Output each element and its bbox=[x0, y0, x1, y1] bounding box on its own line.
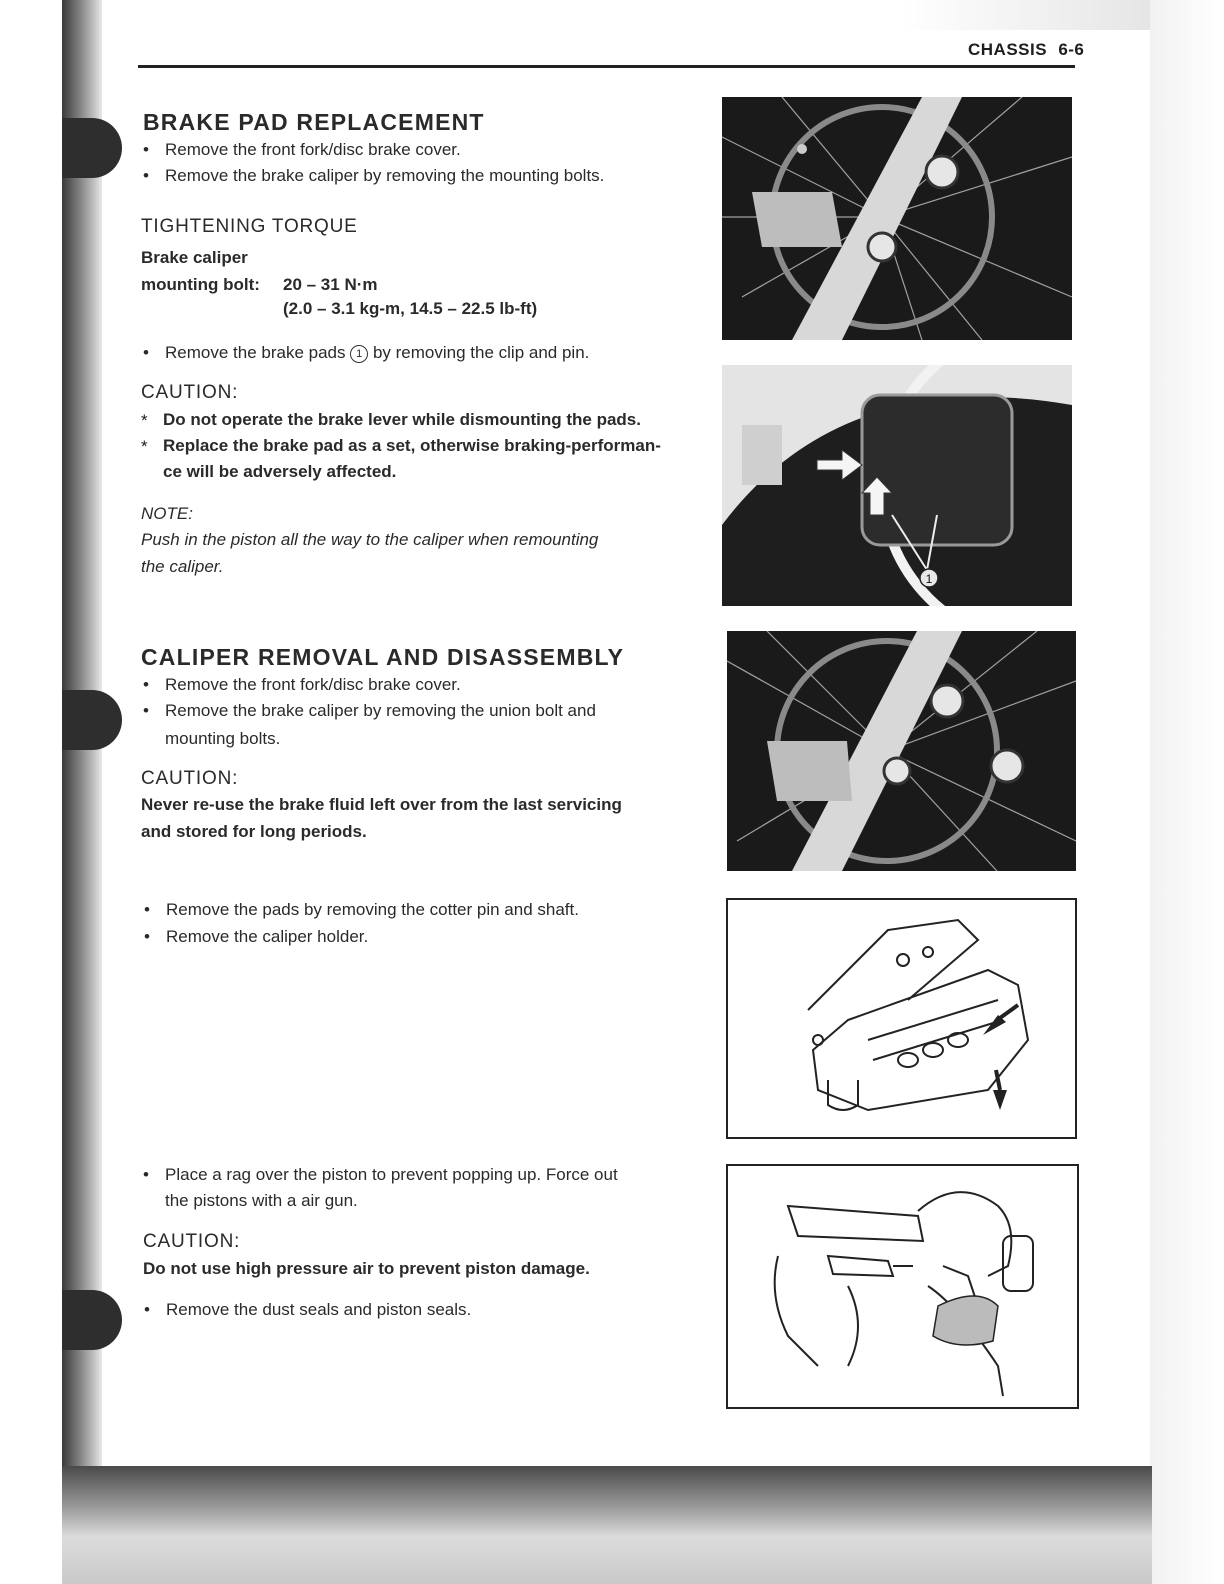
photo-caliper-union-bolt bbox=[727, 631, 1076, 871]
caution-title: CAUTION: bbox=[141, 382, 239, 403]
binder-hole bbox=[62, 690, 122, 750]
list-item: • Remove the brake caliper by removing the union bolt and bbox=[165, 701, 596, 721]
torque-item: mounting bolt: bbox=[141, 275, 260, 294]
header-rule bbox=[138, 65, 1075, 68]
caution-line: Replace the brake pad as a set, otherwise braking-performan- bbox=[163, 436, 661, 455]
page-header bbox=[968, 40, 1084, 60]
list-item-cont: mounting bolts. bbox=[165, 729, 281, 748]
step-text: Remove the brake pads bbox=[165, 343, 346, 362]
caution-title: CAUTION: bbox=[141, 768, 239, 789]
callout-number: 1 bbox=[350, 345, 368, 363]
caution-line: ce will be adversely affected. bbox=[163, 462, 397, 481]
list-item: • Remove the brake caliper by removing the mounting bolts. bbox=[165, 166, 604, 186]
list-item: • Remove the dust seals and piston seals. bbox=[166, 1300, 471, 1320]
caution-line: Do not use high pressure air to prevent piston damage. bbox=[143, 1259, 590, 1278]
drawing-caliper-holder bbox=[726, 898, 1077, 1139]
torque-title: TIGHTENING TORQUE bbox=[141, 216, 358, 237]
caution-title: CAUTION: bbox=[143, 1231, 241, 1252]
caution-line: Do not operate the brake lever while dismounting the pads. bbox=[163, 410, 641, 429]
list-item bbox=[165, 343, 589, 363]
binder-hole bbox=[62, 118, 122, 178]
torque-alt-value: (2.0 – 3.1 kg-m, 14.5 – 22.5 lb-ft) bbox=[283, 299, 538, 318]
caution-line: Never re-use the brake fluid left over from the last servicing bbox=[141, 795, 622, 814]
note-line: the caliper. bbox=[141, 557, 224, 576]
asterisk: * bbox=[141, 437, 148, 456]
list-item: • Remove the pads by removing the cotter pin and shaft. bbox=[166, 900, 579, 920]
section-name: CHASSIS bbox=[968, 40, 1048, 59]
page-number: 6-6 bbox=[1058, 40, 1085, 59]
note-line: Push in the piston all the way to the caliper when remounting bbox=[141, 530, 599, 549]
note-title: NOTE: bbox=[141, 504, 193, 523]
asterisk: * bbox=[141, 411, 148, 430]
figure-callout: 1 bbox=[925, 572, 933, 586]
torque-item: Brake caliper bbox=[141, 248, 248, 267]
page-edge bbox=[1150, 0, 1224, 1584]
scan-bottom-edge bbox=[62, 1466, 1152, 1584]
binder-hole bbox=[62, 1290, 122, 1350]
drawing-air-gun-piston bbox=[726, 1164, 1079, 1409]
section-title-caliper: CALIPER REMOVAL AND DISASSEMBLY bbox=[141, 644, 625, 670]
list-item-cont: the pistons with a air gun. bbox=[165, 1191, 358, 1210]
photo-caliper-on-wheel bbox=[722, 97, 1072, 340]
caution-line: and stored for long periods. bbox=[141, 822, 367, 841]
list-item: • Place a rag over the piston to prevent popping up. Force out bbox=[165, 1165, 618, 1185]
photo-brake-pads bbox=[722, 365, 1072, 606]
section-title-brake-pad: BRAKE PAD REPLACEMENT bbox=[143, 109, 485, 135]
list-item: • Remove the front fork/disc brake cover. bbox=[165, 140, 461, 160]
step-text: by removing the clip and pin. bbox=[372, 343, 590, 362]
torque-value: 20 – 31 N·m bbox=[283, 275, 378, 294]
list-item: • Remove the caliper holder. bbox=[166, 927, 368, 947]
list-item: • Remove the front fork/disc brake cover. bbox=[165, 675, 461, 695]
